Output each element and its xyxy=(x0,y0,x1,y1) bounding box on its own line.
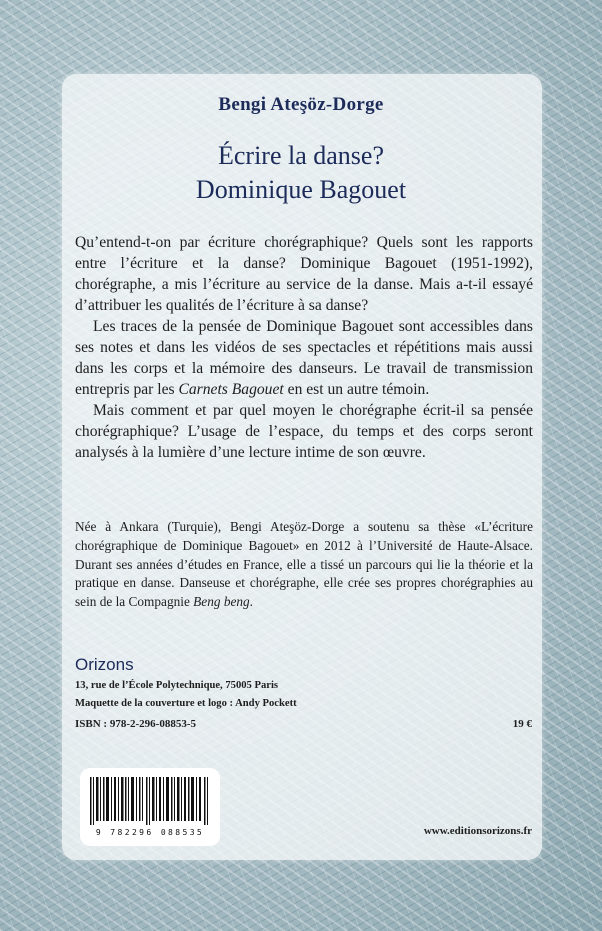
blurb-paragraph-2-end: en est un autre témoin. xyxy=(283,381,430,398)
publisher-website: www.editionsorizons.fr xyxy=(423,825,532,837)
title-line-1: Écrire la danse? xyxy=(217,141,384,170)
carnets-bagouet-title: Carnets Bagouet xyxy=(178,381,284,398)
blurb-paragraph-2 xyxy=(75,316,533,400)
bio-text: Née à Ankara (Turquie), Bengi Ateşöz-Dorge a soutenu sa thèse «L’écriture chorégraphique de Dominique Bagouet» en 2012 à l’Université de Haute-Alsace. Durant ses années d’études en France, elle a tissé un parcours qui lie la théorie et la pratique en danse. Danseuse et chorégraphe, elle crée ses propres chorégraphies au sein de la Compagnie xyxy=(75,519,533,610)
publisher-address: 13, rue de l’École Polytechnique, 75005 Paris xyxy=(75,680,279,691)
bio-end: . xyxy=(249,594,253,610)
author-bio xyxy=(75,518,533,612)
bio-paragraph xyxy=(75,518,533,612)
title-line-2: Dominique Bagouet xyxy=(195,175,407,204)
blurb xyxy=(75,232,533,463)
cover-credit: Maquette de la couverture et logo : Andy Pockett xyxy=(75,698,297,709)
author-name: Bengi Ateşöz-Dorge xyxy=(218,94,384,115)
publisher-name: Orizons xyxy=(75,655,134,674)
barcode-icon xyxy=(90,777,210,825)
company-name: Beng beng xyxy=(193,594,250,610)
isbn: ISBN : 978-2-296-08853-5 xyxy=(75,718,196,730)
book-title xyxy=(0,139,602,207)
price: 19 € xyxy=(512,718,532,730)
barcode-box xyxy=(80,768,220,846)
barcode-number: 9 782296 088535 xyxy=(95,828,205,837)
blurb-paragraph-3: Mais comment et par quel moyen le chorégraphe écrit-il sa pensée chorégraphique? L’usage de l’espace, du temps et des corps seront analysés à la lumière d’une lecture intime de son œuvre. xyxy=(75,402,533,461)
blurb-paragraph-2-text: Les traces de la pensée de Dominique Bagouet sont accessibles dans ses notes et dans les vidéos de ses spectacles et répétitions mais aussi dans les corps et la mémoire des danseurs. Le travail de transmission entrepris par les xyxy=(75,318,533,398)
blurb-paragraph-1: Qu’entend-t-on par écriture chorégraphique? Quels sont les rapports entre l’écriture et la danse? Dominique Bagouet (1951-1992), chorégraphe, a mis l’écriture au service de la danse. Mais a-t-il essayé d’attribuer les qualités de l’écriture à sa danse? xyxy=(75,234,533,314)
